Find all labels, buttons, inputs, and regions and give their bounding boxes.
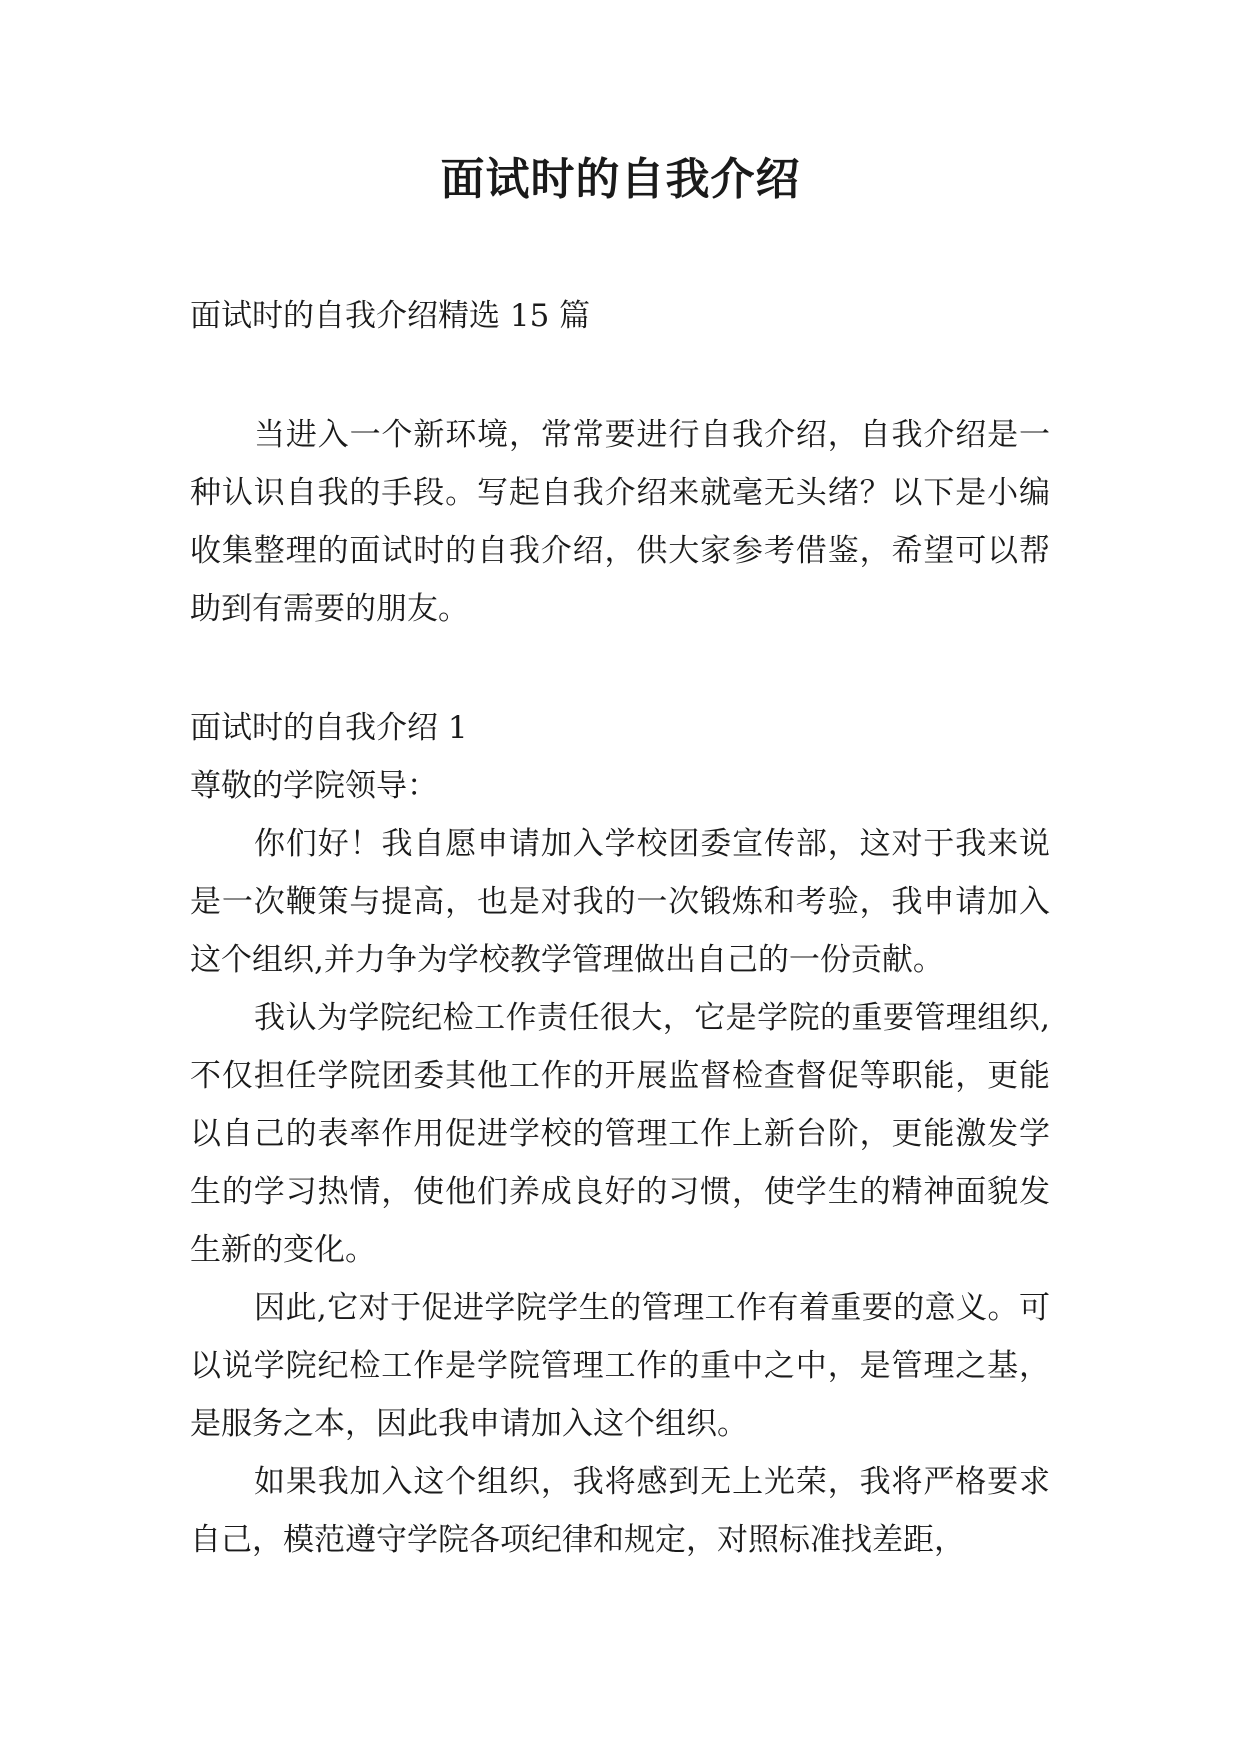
section-heading: 面试时的自我介绍 1: [190, 710, 468, 746]
body-paragraph: 你们好！我自愿申请加入学校团委宣传部，这对于我来说是一次鞭策与提高，也是对我的一次锻炼和考验，我申请加入这个组织,并力争为学校教学管理做出自己的一份贡献。: [190, 826, 1050, 978]
body-paragraph: 如果我加入这个组织，我将感到无上光荣，我将严格要求自己，模范遵守学院各项纪律和规定，对照标准找差距，: [190, 1464, 1050, 1558]
body-paragraph: 我认为学院纪检工作责任很大，它是学院的重要管理组织,不仅担任学院团委其他工作的开展监督检查督促等职能，更能以自己的表率作用促进学校的管理工作上新台阶，更能激发学生的学习热情，使他们养成良好的习惯，使学生的精神面貌发生新的变化。: [190, 1000, 1050, 1268]
intro-paragraph: 当进入一个新环境，常常要进行自我介绍，自我介绍是一种认识自我的手段。写起自我介绍来就毫无头绪？以下是小编收集整理的面试时的自我介绍，供大家参考借鉴，希望可以帮助到有需要的朋友。: [190, 417, 1050, 627]
article-body: [190, 699, 1050, 1569]
document-title: 面试时的自我介绍: [440, 154, 801, 205]
intro-block: [190, 406, 1050, 638]
body-paragraph: 因此,它对于促进学院学生的管理工作有着重要的意义。可以说学院纪检工作是学院管理工作的重中之中，是管理之基，是服务之本，因此我申请加入这个组织。: [190, 1290, 1050, 1442]
subtitle-text: 面试时的自我介绍精选 15 篇: [190, 298, 591, 334]
document-subtitle: [190, 287, 1050, 345]
salutation: 尊敬的学院领导：: [190, 768, 438, 804]
